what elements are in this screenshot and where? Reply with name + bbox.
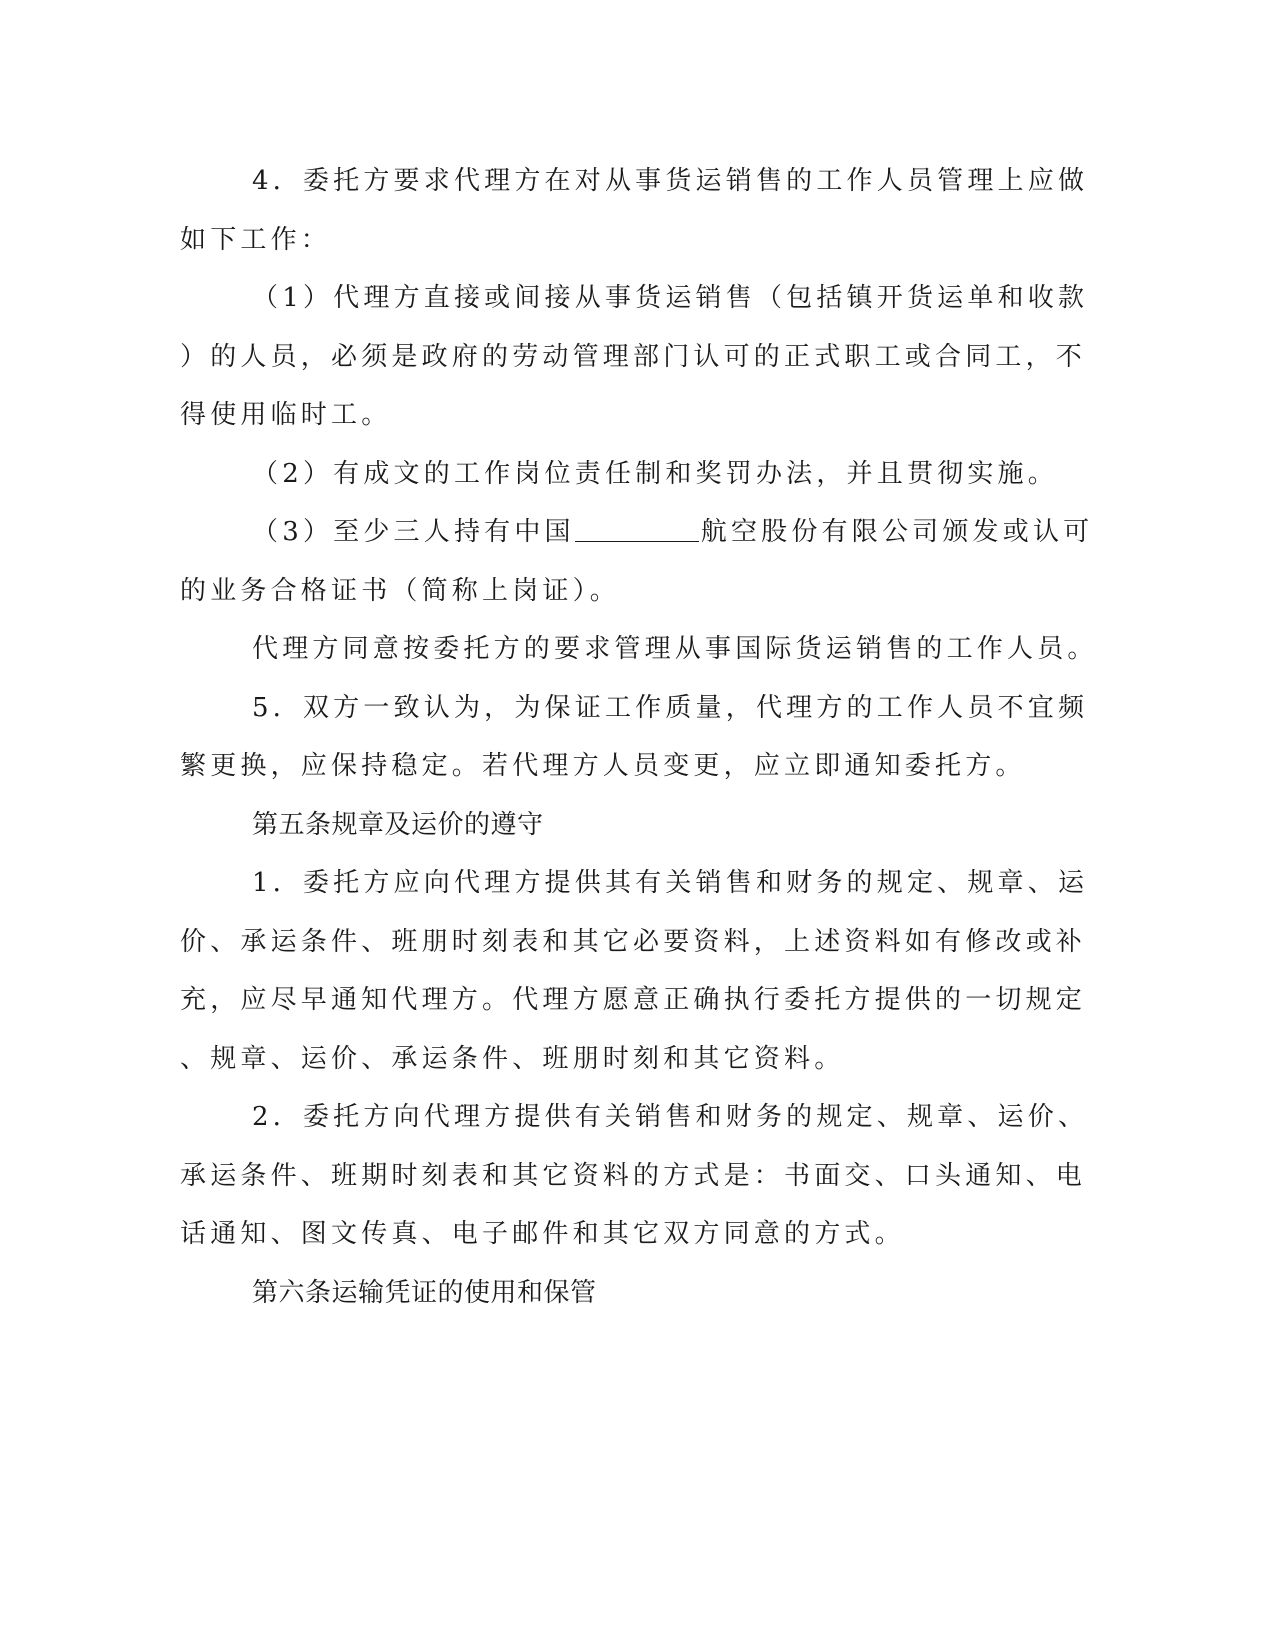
text-line: [180, 503, 1094, 562]
text-line: 承运条件、班期时刻表和其它资料的方式是：书面交、口头通知、电: [180, 1160, 1087, 1191]
text-line: 话通知、图文传真、电子邮件和其它双方同意的方式。: [180, 1219, 905, 1249]
text-line: 5．双方一致认为，为保证工作质量，代理方的工作人员不宜频: [252, 692, 1089, 723]
paragraph-agreement: [180, 620, 1098, 679]
text-line: ）的人员，必须是政府的劳动管理部门认可的正式职工或合同工，不: [180, 341, 1087, 372]
section-heading: 第六条运输凭证的使用和保管: [252, 1277, 597, 1308]
fill-in-blank: [575, 515, 699, 542]
text-line: 代理方同意按委托方的要求管理从事国际货运销售的工作人员。: [252, 634, 1098, 664]
text-line: 充，应尽早通知代理方。代理方愿意正确执行委托方提供的一切规定: [180, 985, 1087, 1015]
article-6-heading: [180, 1264, 1060, 1323]
paragraph-subitem-2: [180, 445, 1060, 504]
paragraph-item-5: [180, 679, 1089, 796]
text-segment: 航空股份有限公司颁发或认可: [700, 517, 1094, 547]
article-5-heading: [180, 796, 1060, 855]
text-line: 1．委托方应向代理方提供其有关销售和财务的规定、规章、运: [252, 868, 1089, 898]
text-line: 4．委托方要求代理方在对从事货运销售的工作人员管理上应做: [252, 166, 1089, 196]
text-line: 如下工作：: [180, 224, 332, 255]
text-line: 繁更换，应保持稳定。若代理方人员变更，应立即通知委托方。: [180, 751, 1026, 781]
paragraph-article5-item-2: [180, 1088, 1089, 1264]
text-line: 的业务合格证书（简称上岗证）。: [180, 575, 621, 606]
paragraph-item-4: [180, 152, 1089, 269]
text-line: （1）代理方直接或间接从事货运销售（包括镇开货运单和收款: [252, 283, 1089, 313]
document-page: [180, 152, 1098, 1322]
paragraph-subitem-3: [180, 503, 1094, 620]
paragraph-subitem-1: [180, 269, 1089, 445]
paragraph-article5-item-1: [180, 854, 1089, 1088]
section-heading: 第五条规章及运价的遵守: [252, 809, 544, 840]
text-line: 、规章、运价、承运条件、班朋时刻和其它资料。: [180, 1043, 845, 1074]
text-line: 得使用临时工。: [180, 400, 392, 430]
text-line: 2．委托方向代理方提供有关销售和财务的规定、规章、运价、: [252, 1102, 1089, 1132]
text-line: 价、承运条件、班朋时刻表和其它必要资料，上述资料如有修改或补: [180, 926, 1087, 957]
text-segment: （3）至少三人持有中国: [252, 517, 575, 547]
text-line: （2）有成文的工作岗位责任制和奖罚办法，并且贯彻实施。: [252, 458, 1058, 489]
